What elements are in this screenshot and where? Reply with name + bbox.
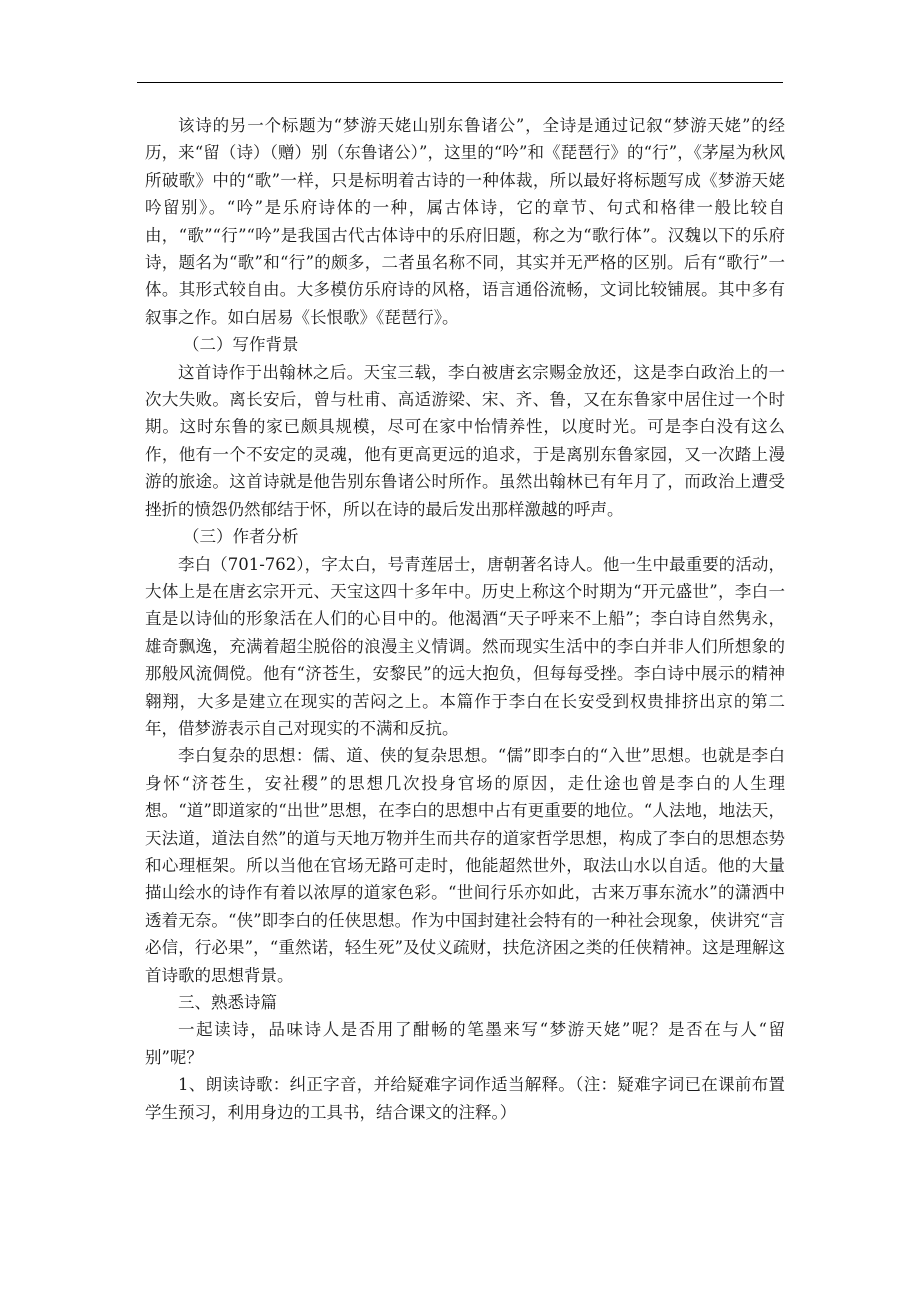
para-author-intro: 李白（701-762），字太白，号青莲居士，唐朝著名诗人。他一生中最重要的活动，大体上是在唐玄宗开元、天宝这四十多年中。历史上称这个时期为“开元盛世”，李白一直是以诗仙的形象活在人们的心目中的。他渴酒“天子呼来不上船”；李白诗自然隽永，雄奇飘逸，充满着超尘脱俗的浪漫主义情调。然而现实生活中的李白并非人们所想象的那般风流倜傥。他有“济苍生，安黎民”的远大抱负，但每每受挫。李白诗中展示的精神翱翔，大多是建立在现实的苦闷之上。本篇作于李白在长安受到权贵排挤出京的第二年，借梦游表示自己对现实的不满和反抗。 <box>145 554 785 738</box>
document-body <box>145 112 785 1126</box>
para-read-together: 一起读诗，品味诗人是否用了酣畅的笔墨来写“梦游天姥”呢？是否在与人“留别”呢？ <box>145 1020 785 1067</box>
heading-author-analysis: （三）作者分析 <box>183 527 299 547</box>
para-writing-background: 这首诗作于出翰林之后。天宝三载，李白被唐玄宗赐金放还，这是李白政治上的一次大失败。离长安后，曾与杜甫、高适游梁、宋、齐、鲁，又在东鲁家中居住过一个时期。这时东鲁的家已颇具规模，尽可在家中怡情养性，以度时光。可是李白没有这么作，他有一个不安定的灵魂，他有更高更远的追求，于是离别东鲁家园，又一次踏上漫游的旅途。这首诗就是他告别东鲁诸公时所作。虽然出翰林已有年月了，而政治上遭受挫折的愤怨仍然郁结于怀，所以在诗的最后发出那样激越的呼声。 <box>145 362 785 519</box>
heading-writing-background: （二）写作背景 <box>183 335 299 355</box>
para-read-aloud: 1、朗读诗歌：纠正字音，并给疑难字词作适当解释。（注：疑难字词已在课前布置学生预习，利用身边的工具书，结合课文的注释。） <box>145 1075 785 1122</box>
heading-familiarize: 三、熟悉诗篇 <box>178 993 277 1012</box>
top-rule <box>137 82 783 83</box>
para-title-explanation: 该诗的另一个标题为“梦游天姥山别东鲁诸公”，全诗是通过记叙“梦游天姥”的经历，来“留（诗）（赠）别（东鲁诸公）”，这里的“吟”和《琵琶行》的“行”，《茅屋为秋风所破歌》中的“歌”一样，只是标明着古诗的一种体裁，所以最好将标题写成《梦游天姥吟留别》。“吟”是乐府诗体的一种，属古体诗，它的章节、句式和格律一般比较自由，“歌”“行”“吟”是我国古代古体诗中的乐府旧题，称之为“歌行体”。汉魏以下的乐府诗，题名为“歌”和“行”的颇多，二者虽名称不同，其实并无严格的区别。后有“歌行”一体。其形式较自由。大多模仿乐府诗的风格，语言通俗流畅，文词比较铺展。其中多有叙事之作。如白居易《长恨歌》《琵琶行》。 <box>145 116 785 327</box>
para-author-thought: 李白复杂的思想：儒、道、侠的复杂思想。“儒”即李白的“入世”思想。也就是李白身怀“济苍生，安社稷”的思想几次投身官场的原因，走仕途也曾是李白的人生理想。“道”即道家的“出世”思想，在李白的思想中占有更重要的地位。“人法地，地法天，天法道，道法自然”的道与天地万物并生而共存的道家哲学思想，构成了李白的思想态势和心理框架。所以当他在官场无路可走时，他能超然世外，取法山水以自适。他的大量描山绘水的诗作有着以浓厚的道家色彩。“世间行乐亦如此，古来万事东流水”的潇洒中透着无奈。“侠”即李白的任侠思想。作为中国封建社会特有的一种社会现象，侠讲究“言必信，行必果”，“重然诺，轻生死”及仗义疏财，扶危济困之类的任侠精神。这是理解这首诗歌的思想背景。 <box>145 746 785 985</box>
